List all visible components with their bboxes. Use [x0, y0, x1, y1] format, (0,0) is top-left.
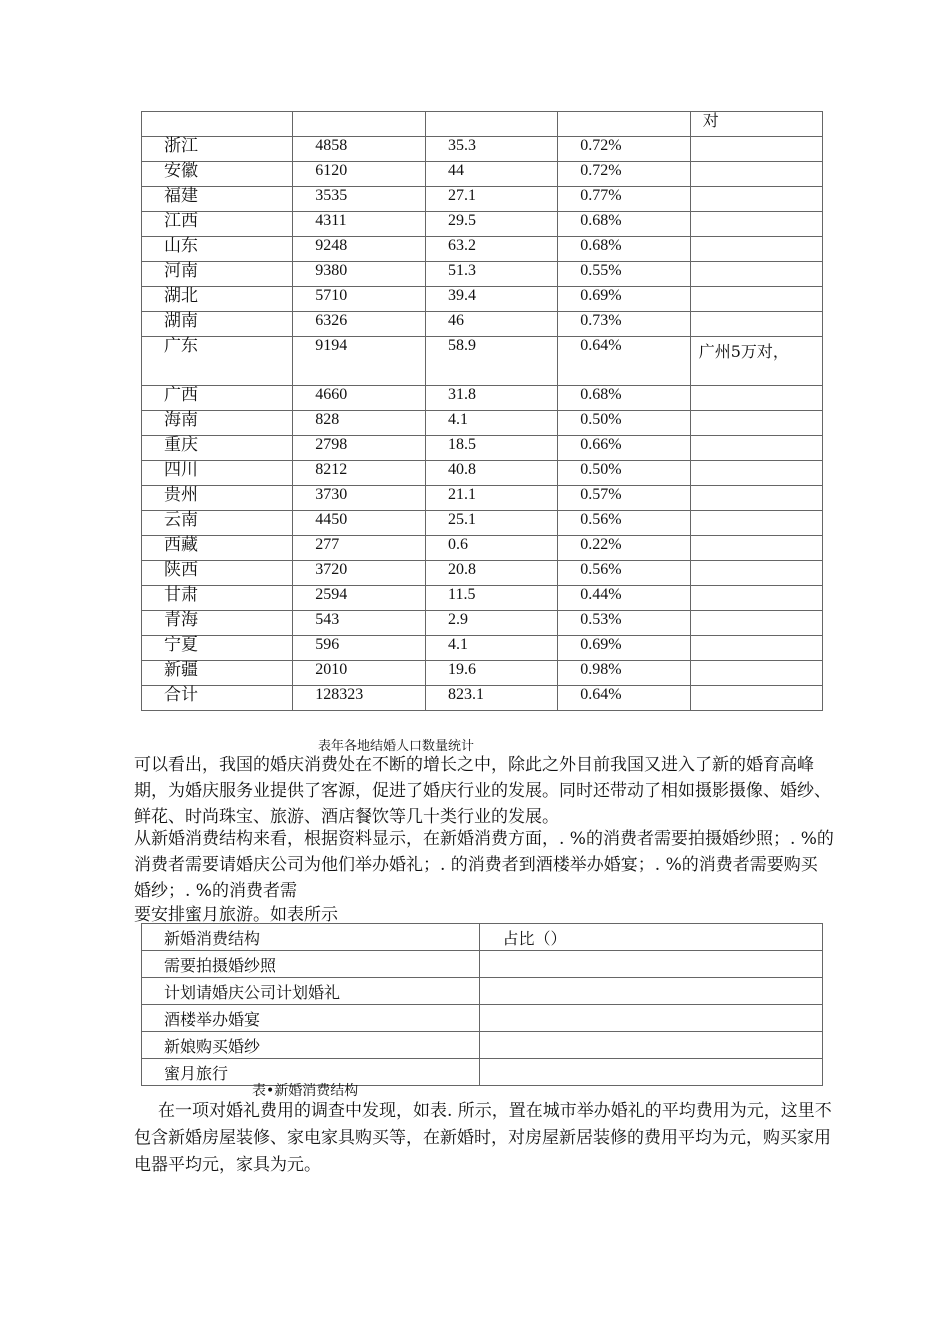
table-row: [142, 586, 823, 611]
percent-cell: 0.50%: [558, 461, 690, 486]
item-cell: 酒楼举办婚宴: [142, 1005, 480, 1032]
table-row: [142, 1059, 823, 1086]
note-cell: [690, 686, 822, 711]
table-row: [142, 636, 823, 661]
percent-cell: 0.68%: [558, 237, 690, 262]
note-cell: [690, 237, 822, 262]
region-cell: 浙江: [142, 137, 293, 162]
percent-cell: 0.66%: [558, 436, 690, 461]
percent-cell: 0.56%: [558, 561, 690, 586]
note-cell: [690, 436, 822, 461]
note-cell: [690, 312, 822, 337]
value-a-cell: 9248: [293, 237, 426, 262]
note-cell: [690, 411, 822, 436]
value-a-cell: 4660: [293, 386, 426, 411]
value-b-cell: 27.1: [426, 187, 558, 212]
note-cell: [690, 162, 822, 187]
header-cell: 新婚消费结构: [142, 924, 480, 951]
percent-cell: 0.64%: [558, 686, 690, 711]
value-b-cell: 4.1: [426, 411, 558, 436]
table-row: [142, 237, 823, 262]
value-b-cell: 21.1: [426, 486, 558, 511]
value-b-cell: 823.1: [426, 686, 558, 711]
table-row: [142, 536, 823, 561]
percent-cell: 0.72%: [558, 137, 690, 162]
table-row: [142, 611, 823, 636]
value-b-cell: 25.1: [426, 511, 558, 536]
value-b-cell: 40.8: [426, 461, 558, 486]
value-a-cell: 3535: [293, 187, 426, 212]
region-cell: 安徽: [142, 162, 293, 187]
note-text: 广州5万对，: [698, 342, 789, 361]
table-row: [142, 1005, 823, 1032]
table-row: [142, 978, 823, 1005]
value-a-cell: 828: [293, 411, 426, 436]
value-a-cell: 4858: [293, 137, 426, 162]
share-cell: [480, 1005, 823, 1032]
region-cell: 宁夏: [142, 636, 293, 661]
percent-cell: 0.73%: [558, 312, 690, 337]
value-b-cell: 51.3: [426, 262, 558, 287]
value-b-cell: 46: [426, 312, 558, 337]
value-b-cell: 18.5: [426, 436, 558, 461]
table-row: [142, 212, 823, 237]
wedding-spending-table: [141, 923, 823, 1086]
percent-cell: 0.55%: [558, 262, 690, 287]
share-cell: [480, 1032, 823, 1059]
table-row: [142, 436, 823, 461]
share-cell: [480, 951, 823, 978]
percent-cell: 0.77%: [558, 187, 690, 212]
percent-cell: 0.69%: [558, 287, 690, 312]
table2-caption: 表•新婚消费结构: [252, 1083, 359, 1099]
note-cell: [690, 187, 822, 212]
table-row: [142, 951, 823, 978]
table-row: [142, 461, 823, 486]
region-cell: 湖北: [142, 287, 293, 312]
table1-caption: 表年各地结婚人口数量统计: [318, 739, 475, 754]
value-a-cell: 6326: [293, 312, 426, 337]
value-a-cell: 543: [293, 611, 426, 636]
note-cell: [690, 262, 822, 287]
region-cell: 江西: [142, 212, 293, 237]
note-cell: [690, 511, 822, 536]
note-cell: [690, 561, 822, 586]
value-a-cell: 2798: [293, 436, 426, 461]
percent-cell: 0.69%: [558, 636, 690, 661]
value-a-cell: 596: [293, 636, 426, 661]
paragraph-1: 可以看出，我国的婚庆消费处在不断的增长之中，除此之外目前我国又进入了新的婚育高峰期，为婚庆服务业提供了客源，促进了婚庆行业的发展。同时还带动了相如摄影摄像、婚纱、鲜花、时尚珠宝、旅游、酒店餐饮等几十类行业的发展。: [134, 755, 831, 827]
value-a-cell: 4311: [293, 212, 426, 237]
percent-cell: 0.56%: [558, 511, 690, 536]
table-row: [142, 137, 823, 162]
value-b-cell: 29.5: [426, 212, 558, 237]
note-cell: [690, 287, 822, 312]
item-cell: 蜜月旅行: [142, 1059, 480, 1086]
percent-cell: 0.50%: [558, 411, 690, 436]
value-a-cell: 3720: [293, 561, 426, 586]
value-a-cell: 3730: [293, 486, 426, 511]
region-cell: 云南: [142, 511, 293, 536]
share-cell: [480, 978, 823, 1005]
item-cell: 新娘购买婚纱: [142, 1032, 480, 1059]
region-cell: 河南: [142, 262, 293, 287]
table-row: [142, 661, 823, 686]
value-b-cell: 0.6: [426, 536, 558, 561]
table-row: [142, 262, 823, 287]
value-a-cell: 4450: [293, 511, 426, 536]
value-b-cell: 63.2: [426, 237, 558, 262]
table-header-row: [142, 924, 823, 951]
value-a-cell: 277: [293, 536, 426, 561]
note-cell: [690, 611, 822, 636]
region-cell: 陕西: [142, 561, 293, 586]
item-cell: 计划请婚庆公司计划婚礼: [142, 978, 480, 1005]
marriage-stats-table: [141, 111, 823, 711]
value-b-cell: 20.8: [426, 561, 558, 586]
value-a-cell: 9380: [293, 262, 426, 287]
paragraph-2-end: 要安排蜜月旅游。如表所示: [134, 905, 338, 925]
table-row: [142, 287, 823, 312]
percent-cell: 0.98%: [558, 661, 690, 686]
region-cell: 甘肃: [142, 586, 293, 611]
header-cell: 占比（）: [480, 924, 823, 951]
region-cell: 湖南: [142, 312, 293, 337]
percent-cell: 0.68%: [558, 386, 690, 411]
region-cell: 福建: [142, 187, 293, 212]
table-row: [142, 1032, 823, 1059]
region-cell: 贵州: [142, 486, 293, 511]
table-row: [142, 486, 823, 511]
value-b-cell: 2.9: [426, 611, 558, 636]
value-b-cell: 31.8: [426, 386, 558, 411]
table-row: [142, 561, 823, 586]
percent-cell: 0.68%: [558, 212, 690, 237]
note-cell: [690, 461, 822, 486]
percent-cell: 0.44%: [558, 586, 690, 611]
note-cell: [690, 386, 822, 411]
region-cell: 山东: [142, 237, 293, 262]
value-a-cell: 2594: [293, 586, 426, 611]
table-row: [142, 337, 823, 386]
value-b-cell: 58.9: [426, 337, 558, 386]
percent-cell: 0.64%: [558, 337, 690, 386]
note-cell: [690, 137, 822, 162]
value-b-cell: 11.5: [426, 586, 558, 611]
value-a-cell: 8212: [293, 461, 426, 486]
value-b-cell: 4.1: [426, 636, 558, 661]
value-a-cell: 2010: [293, 661, 426, 686]
paragraph-2: 从新婚消费结构来看，根据资料显示，在新婚消费方面，. %的消费者需要拍摄婚纱照；. %的消费者需要请婚庆公司为他们举办婚礼；. 的消费者到酒楼举办婚宴；. %的消费者需要购买婚纱；. %的消费者需: [134, 829, 834, 901]
region-cell: 广西: [142, 386, 293, 411]
note-cell: [690, 536, 822, 561]
region-cell: 海南: [142, 411, 293, 436]
region-cell: 广东: [142, 337, 293, 386]
note-cell: [690, 661, 822, 686]
note-cell: [690, 337, 822, 386]
table-row: [142, 386, 823, 411]
region-cell: 新疆: [142, 661, 293, 686]
value-b-cell: 39.4: [426, 287, 558, 312]
paragraph-3: 在一项对婚礼费用的调查中发现，如表. 所示，置在城市举办婚礼的平均费用为元，这里不包含新婚房屋装修、家电家具购买等，在新婚时，对房屋新居装修的费用平均为元，购买家用电器平均元，家具为元。: [134, 1101, 832, 1175]
note-cell: [690, 586, 822, 611]
table-row: [142, 162, 823, 187]
value-b-cell: 19.6: [426, 661, 558, 686]
note-cell: [690, 212, 822, 237]
value-a-cell: 6120: [293, 162, 426, 187]
table-row: [142, 511, 823, 536]
region-cell: 西藏: [142, 536, 293, 561]
item-cell: 需要拍摄婚纱照: [142, 951, 480, 978]
table-row: [142, 411, 823, 436]
region-cell: 重庆: [142, 436, 293, 461]
percent-cell: 0.53%: [558, 611, 690, 636]
table-row: [142, 312, 823, 337]
table-row: [142, 686, 823, 711]
table-row: [142, 112, 823, 137]
percent-cell: 0.57%: [558, 486, 690, 511]
value-b-cell: 35.3: [426, 137, 558, 162]
note-cell: [690, 636, 822, 661]
value-a-cell: 128323: [293, 686, 426, 711]
value-a-cell: 5710: [293, 287, 426, 312]
region-cell: 青海: [142, 611, 293, 636]
region-cell: 四川: [142, 461, 293, 486]
value-b-cell: 44: [426, 162, 558, 187]
header-note: 对: [702, 111, 719, 130]
region-cell: 合计: [142, 686, 293, 711]
note-cell: [690, 486, 822, 511]
value-a-cell: 9194: [293, 337, 426, 386]
percent-cell: 0.72%: [558, 162, 690, 187]
share-cell: [480, 1059, 823, 1086]
percent-cell: 0.22%: [558, 536, 690, 561]
table-row: [142, 187, 823, 212]
